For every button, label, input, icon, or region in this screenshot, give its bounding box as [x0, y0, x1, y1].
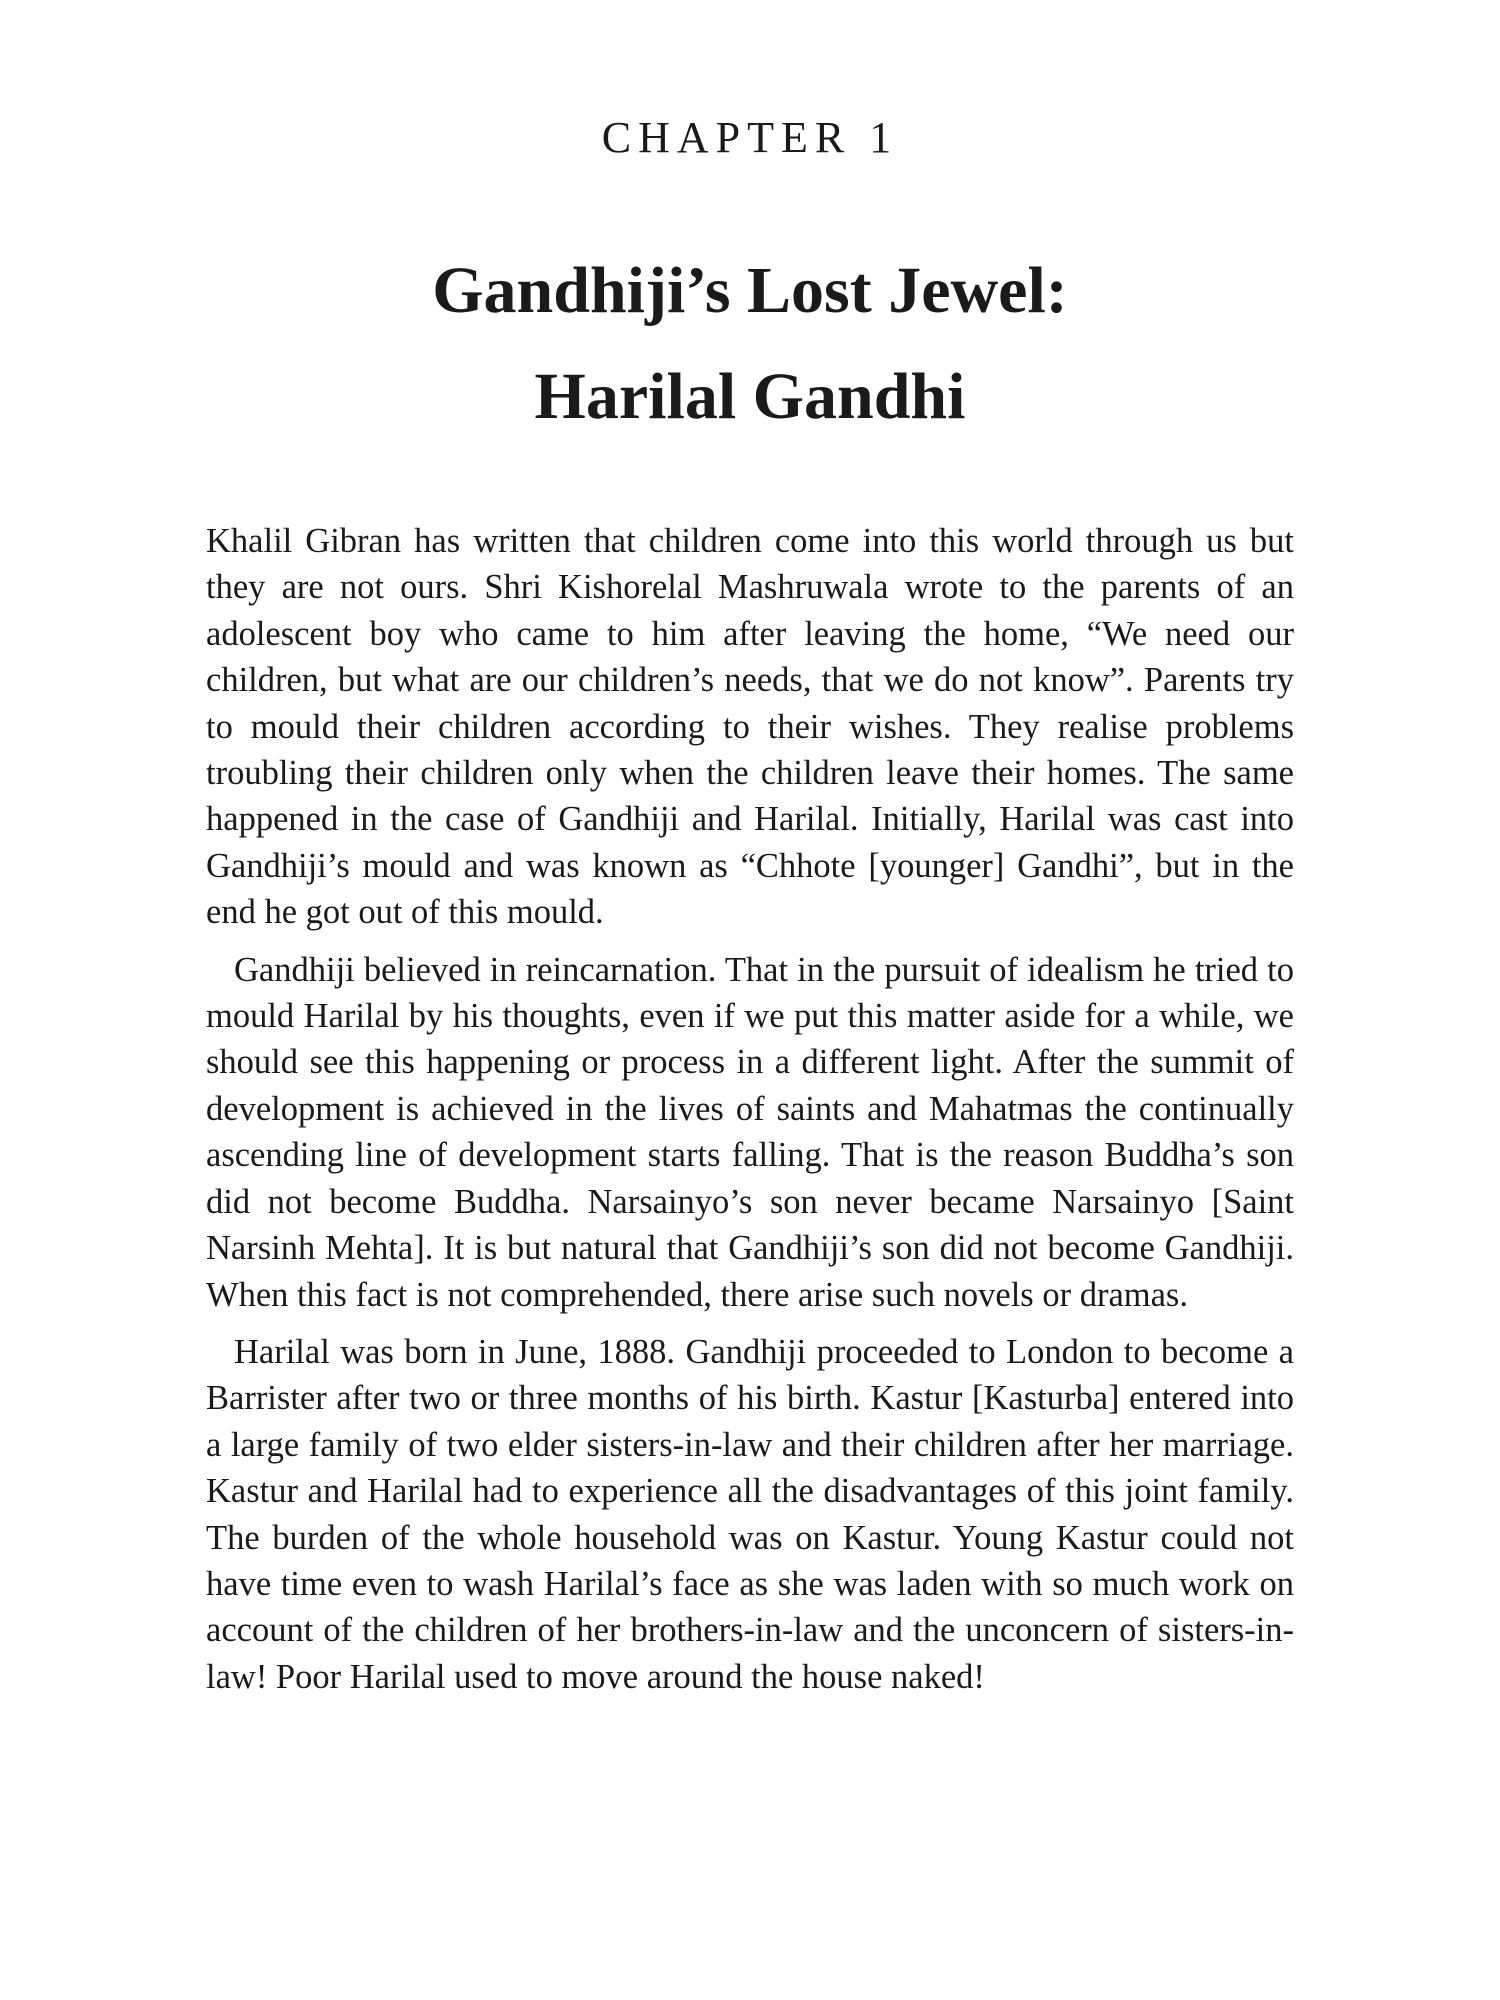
chapter-title-line-1: Gandhiji’s Lost Jewel:	[432, 254, 1068, 327]
paragraph-1: Khalil Gibran has written that children come into this world through us but they are not ours. Shri Kishorelal Mashruwala wrote to the parents of an adolescent boy who came to him after leaving the home, “We need our children, but what are our children’s needs, that we do not know”. Parents try to mould their children according to their wishes. They realise problems troubling their children only when the children leave their homes. The same happened in the case of Gandhiji and Harilal. Initially, Harilal was cast into Gandhiji’s mould and was known as “Chhote [younger] Gandhi”, but in the end he got out of this mould.	[206, 522, 1294, 932]
chapter-title-line-2: Harilal Gandhi	[534, 360, 966, 433]
chapter-title	[0, 238, 1500, 450]
paragraph-3: Harilal was born in June, 1888. Gandhiji proceeded to London to become a Barrister after two or three months of his birth. Kastur [Kasturba] entered into a large family of two elder sisters-in-law and their children after her marriage. Kastur and Harilal had to experience all the disadvantages of this joint family. The burden of the whole household was on Kastur. Young Kastur could not have time even to wash Harilal’s face as she was laden with so much work on account of the children of her brothers-in-law and the unconcern of sisters-in-law! Poor Harilal used to move around the house naked!	[206, 1332, 1294, 1696]
body-text	[206, 518, 1294, 1700]
chapter-label: CHAPTER 1	[601, 113, 899, 162]
paragraph-2: Gandhiji believed in reincarnation. That in the pursuit of idealism he tried to mould Harilal by his thoughts, even if we put this matter aside for a while, we should see this happening or process in a different light. After the summit of development is achieved in the lives of saints and Mahatmas the continually ascending line of development starts falling. That is the reason Buddha’s son did not become Buddha. Narsainyo’s son never became Narsainyo [Saint Narsinh Mehta]. It is but natural that Gandhiji’s son did not become Gandhiji. When this fact is not comprehended, there arise such novels or dramas.	[206, 950, 1294, 1314]
